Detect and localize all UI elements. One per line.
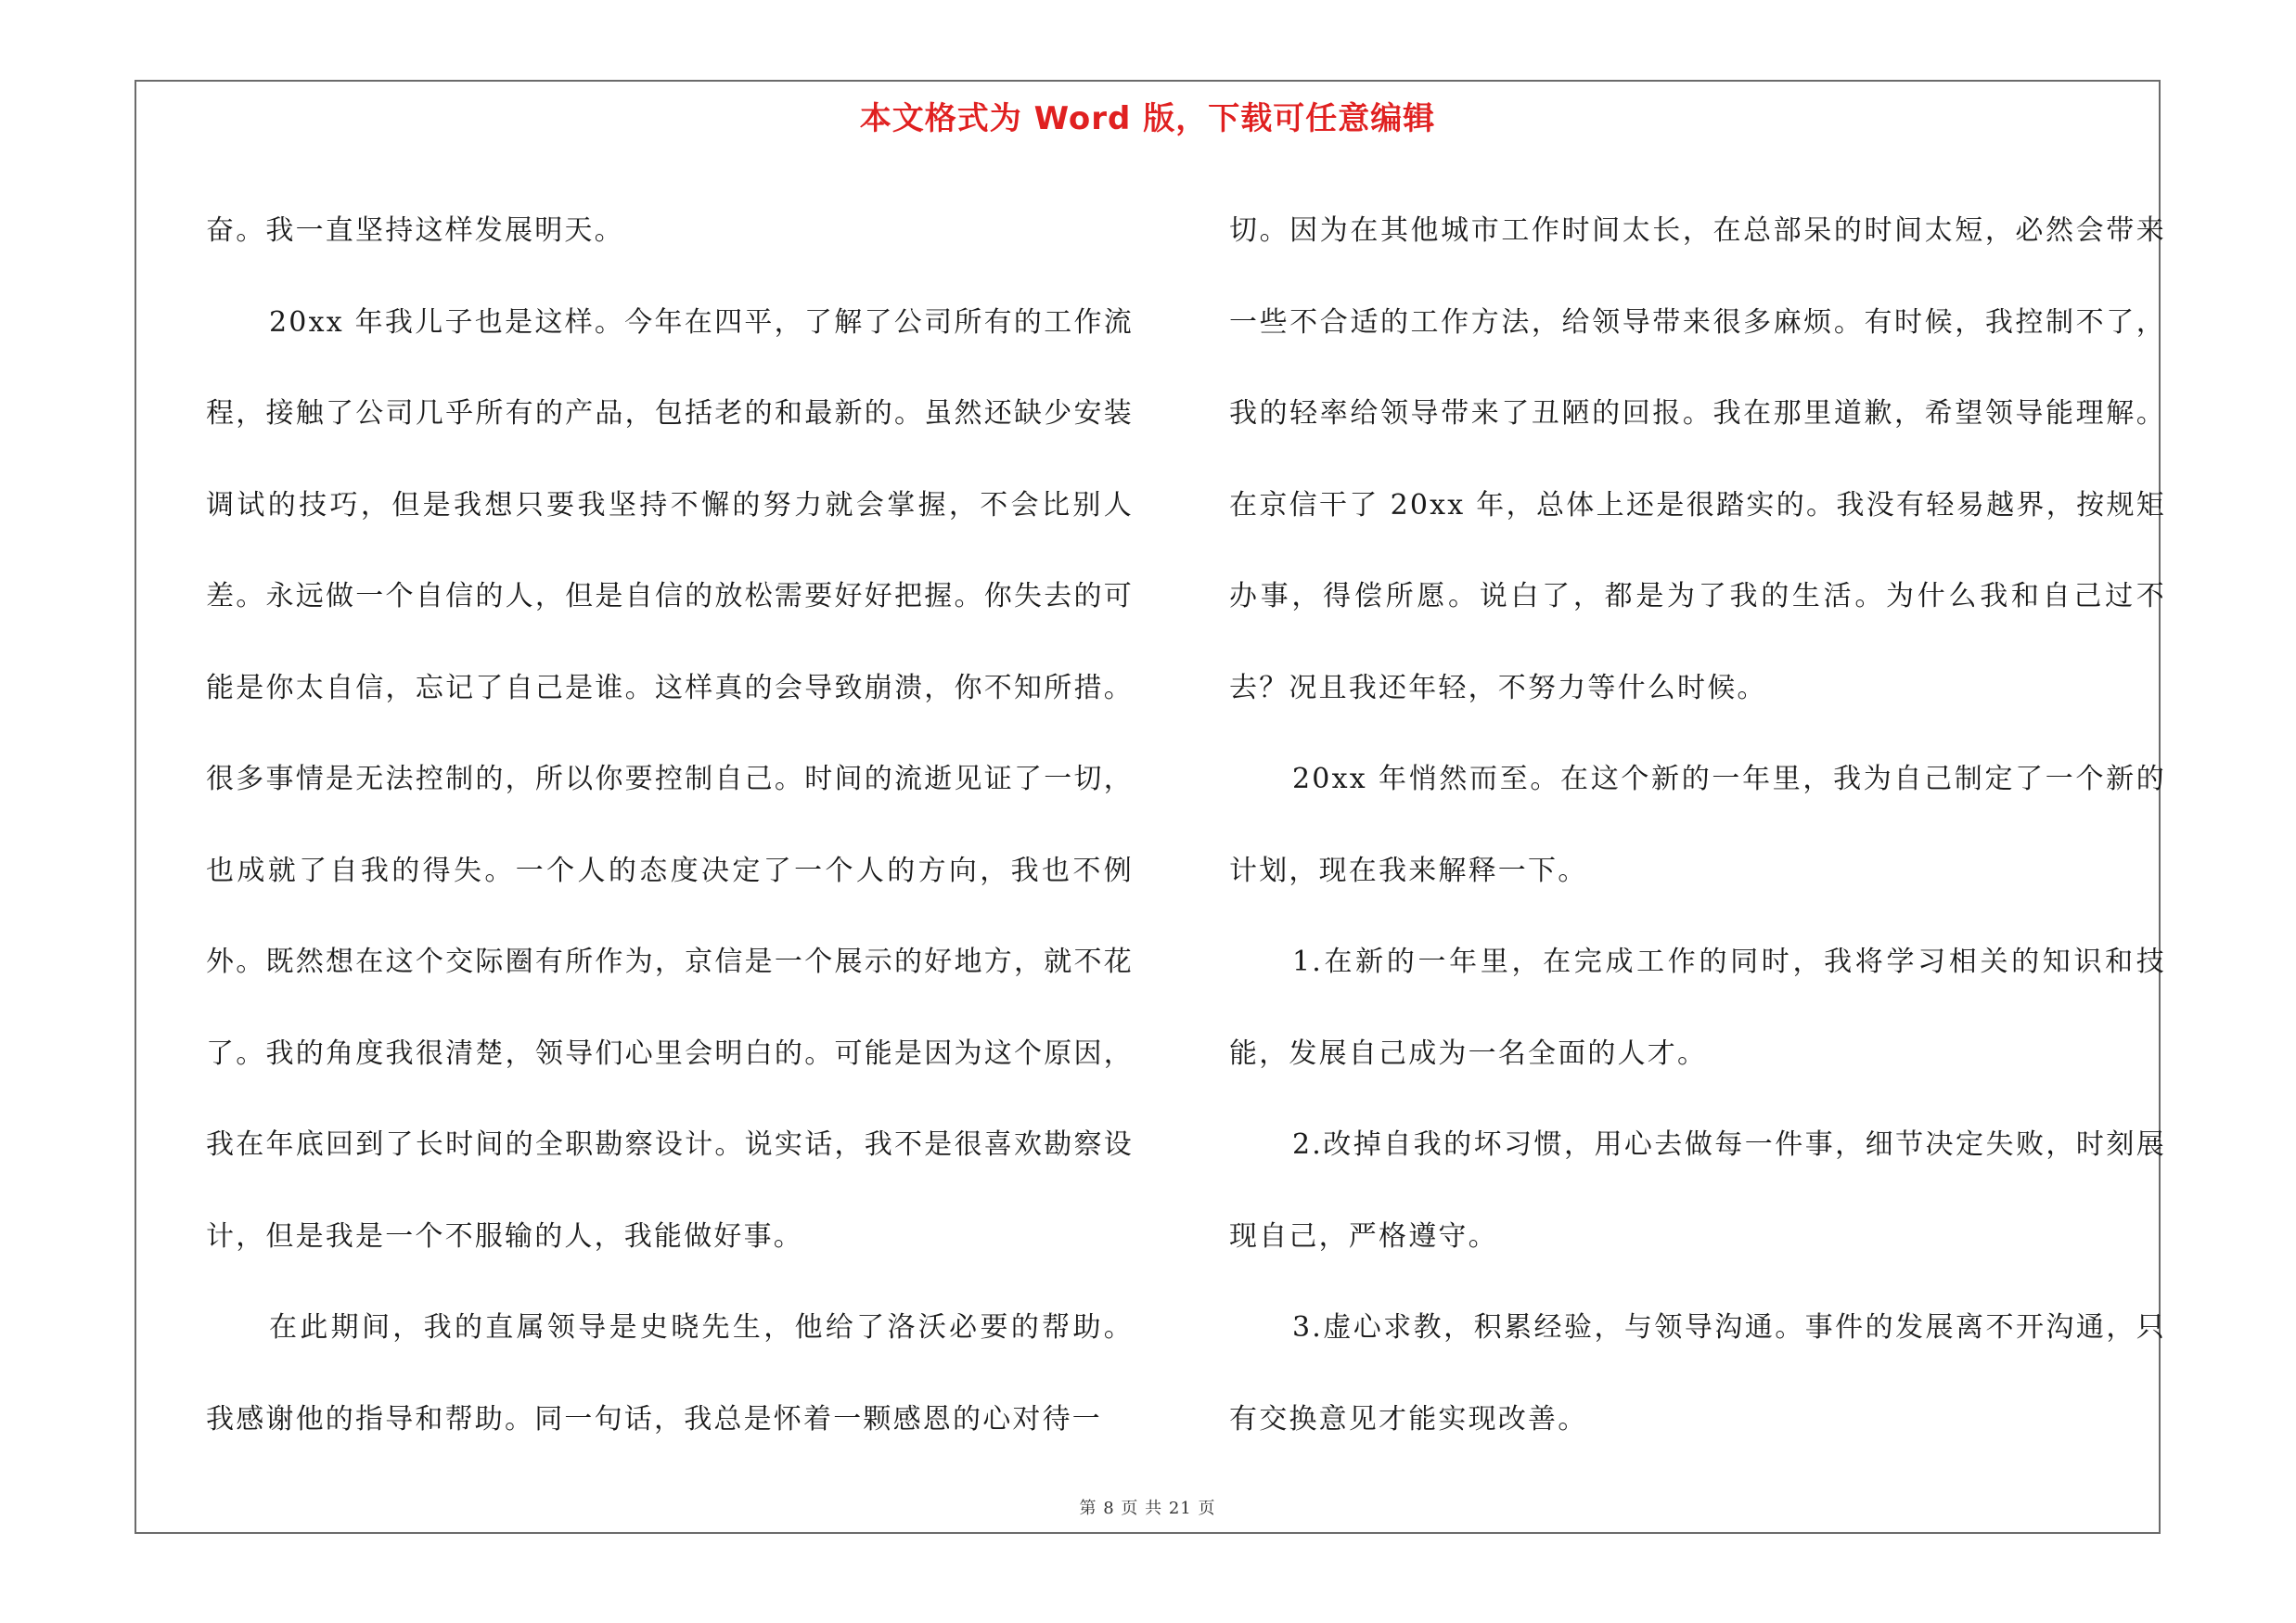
page-frame [135, 80, 2166, 1534]
paragraph: 切。因为在其他城市工作时间太长，在总部呆的时间太短，必然会带来一些不合适的工作方法，给领导带来很多麻烦。有时候，我控制不了，我的轻率给领导带来了丑陋的回报。我在那里道歉，希望领导能理解。在京信干了 20xx 年，总体上还是很踏实的。我没有轻易越界，按规矩办事，得偿所愿。说白了，都是为了我的生活。为什么我和自己过不去？况且我还年轻，不努力等什么时候。 [1229, 214, 2166, 704]
paragraph: 在此期间，我的直属领导是史晓先生，他给了洛沃必要的帮助。我感谢他的指导和帮助。同一句话，我总是怀着一颗感恩的心对待一 [206, 1311, 1134, 1436]
paragraph: 20xx 年悄然而至。在这个新的一年里，我为自己制定了一个新的计划，现在我来解释一下。 [1229, 763, 2166, 887]
left-column [206, 186, 1134, 1465]
paragraph: 20xx 年我儿子也是这样。今年在四平，了解了公司所有的工作流程，接触了公司几乎所有的产品，包括老的和最新的。虽然还缺少安装调试的技巧，但是我想只要我坚持不懈的努力就会掌握，不会比别人差。永远做一个自信的人，但是自信的放松需要好好把握。你失去的可能是你太自信，忘记了自己是谁。这样真的会导致崩溃，你不知所措。很多事情是无法控制的，所以你要控制自己。时间的流逝见证了一切，也成就了自我的得失。一个人的态度决定了一个人的方向，我也不例外。既然想在这个交际圈有所作为，京信是一个展示的好地方，就不花了。我的角度我很清楚，领导们心里会明白的。可能是因为这个原因，我在年底回到了长时间的全职勘察设计。说实话，我不是很喜欢勘察设计，但是我是一个不服输的人，我能做好事。 [206, 305, 1134, 1253]
right-column [1229, 186, 2166, 1465]
paragraph: 2.改掉自我的坏习惯，用心去做每一件事，细节决定失败，时刻展现自己，严格遵守。 [1229, 1128, 2166, 1253]
paragraph: 1.在新的一年里，在完成工作的同时，我将学习相关的知识和技能，发展自己成为一名全面的人才。 [1229, 946, 2166, 1070]
word-format-banner: 本文格式为 Word 版，下载可任意编辑 [859, 100, 1436, 137]
page-number: 第 8 页 共 21 页 [1079, 1499, 1216, 1518]
paragraph: 3.虚心求教，积累经验，与领导沟通。事件的发展离不开沟通，只有交换意见才能实现改善。 [1229, 1311, 2166, 1436]
paragraph: 奋。我一直坚持这样发展明天。 [206, 214, 624, 247]
